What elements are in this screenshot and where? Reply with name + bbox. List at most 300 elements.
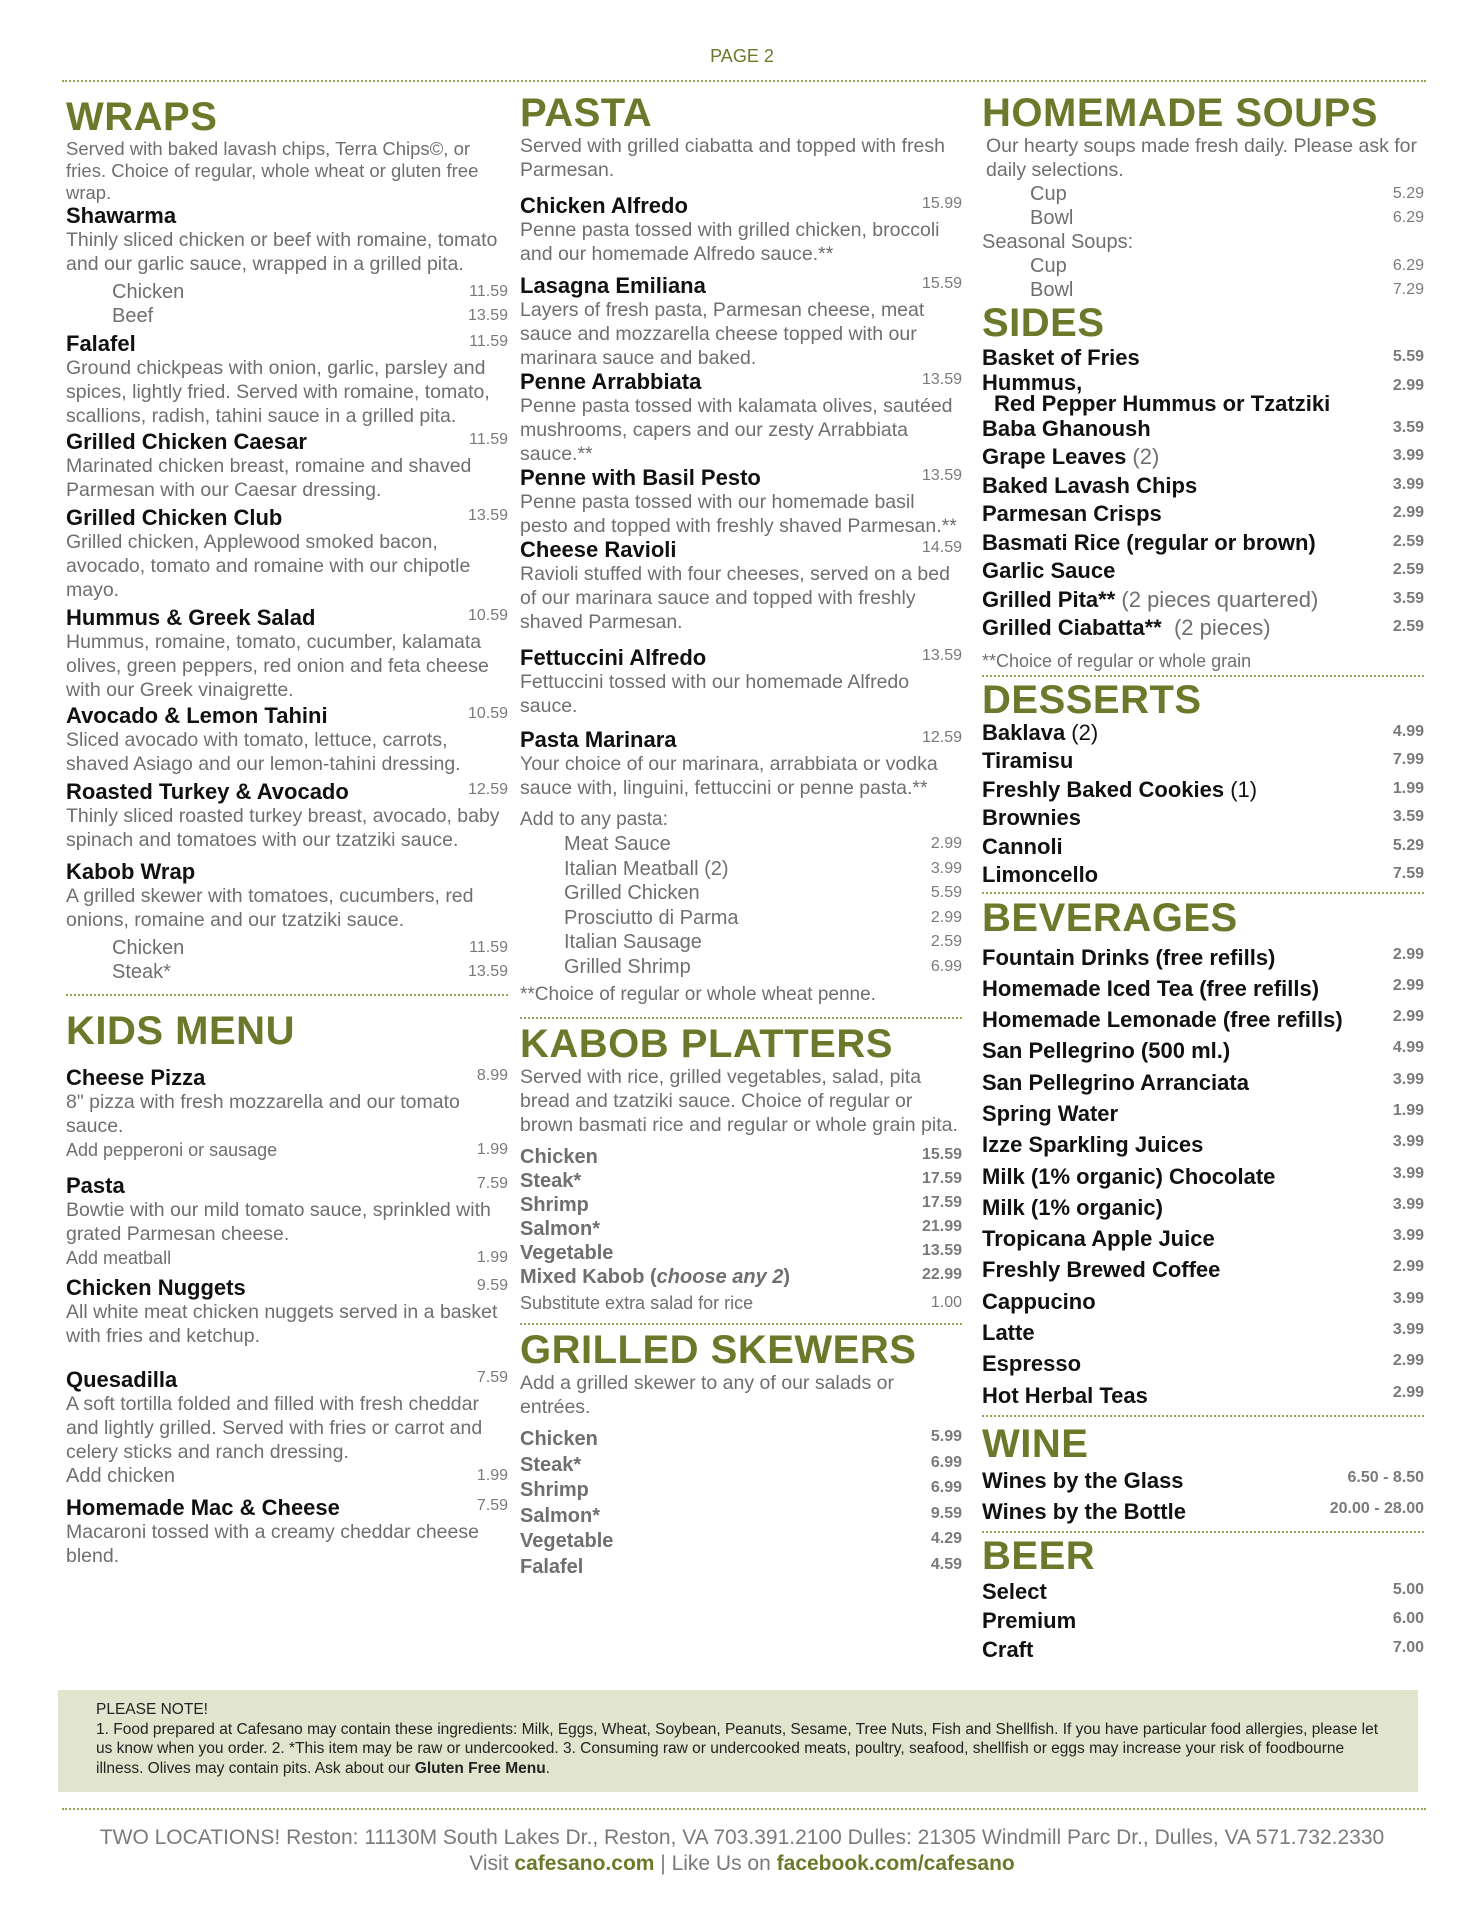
addon-row [520, 906, 962, 931]
skewer-row [520, 1555, 962, 1581]
beverage-row [982, 1098, 1424, 1129]
beverage-list [982, 942, 1424, 1411]
menu-item-kabob-wrap [66, 860, 508, 984]
option-name: Chicken [112, 281, 185, 303]
menu-item-falafel [66, 332, 508, 428]
option-price: 11.59 [469, 939, 508, 956]
item-price: 11.59 [469, 333, 508, 350]
addon-name: Add chicken [66, 1465, 175, 1487]
beverage-name: Latte [982, 1320, 1035, 1346]
dessert-row [982, 861, 1424, 890]
item-price: 10.59 [467, 607, 508, 624]
addon-row [520, 930, 962, 955]
soup-price: 5.29 [1392, 185, 1424, 202]
dessert-name: Tiramisu [982, 748, 1074, 773]
option-price: 13.59 [467, 307, 508, 324]
addon-row [520, 832, 962, 857]
beverage-name: Tropicana Apple Juice [982, 1226, 1215, 1252]
seasonal-soups-label: Seasonal Soups: [982, 231, 1134, 253]
item-desc: Thinly sliced roasted turkey breast, avocado, baby spinach and tomatoes with our tzatziki sauce. [66, 805, 500, 851]
item-name: Roasted Turkey & Avocado [66, 779, 349, 804]
kabob-row [520, 1241, 962, 1265]
menu-item-pasta [520, 646, 962, 718]
side-price: 3.99 [1392, 475, 1424, 493]
website-link[interactable]: cafesano.com [514, 1852, 655, 1875]
kabob-name: Steak* [520, 1170, 582, 1192]
side-qty: (2 pieces quartered) [1115, 586, 1319, 612]
side-name: Baked Lavash Chips [982, 472, 1198, 498]
item-price: 7.59 [476, 1175, 508, 1192]
side-qty: (2 pieces) [1161, 615, 1271, 640]
dessert-qty: (1) [1224, 776, 1258, 802]
item-name: Fettuccini Alfredo [520, 645, 707, 670]
pasta-desc: Served with grilled ciabatta and topped with fresh Parmesan. [520, 135, 945, 181]
menu-item-hummus-greek [66, 606, 508, 702]
menu-item-cheese-pizza [66, 1066, 508, 1162]
option-name: Beef [112, 305, 154, 327]
pasta-footnote: **Choice of regular or whole wheat penne. [520, 984, 876, 1005]
wraps-heading: WRAPS [66, 95, 218, 139]
side-price: 2.59 [1392, 561, 1424, 578]
skewers-desc: Add a grilled skewer to any of our salads or entrées. [520, 1372, 894, 1418]
item-desc: Macaroni tossed with a creamy cheddar cheese blend. [66, 1521, 479, 1567]
dessert-name: Limoncello [982, 862, 1099, 887]
beverage-row [982, 1192, 1424, 1223]
item-desc: Fettuccini tossed with our homemade Alfredo sauce. [520, 671, 910, 717]
option-row [66, 280, 508, 304]
item-desc: All white meat chicken nuggets served in a basket with fries and ketchup. [66, 1301, 498, 1347]
beverage-name: Espresso [982, 1351, 1082, 1377]
item-price: 15.59 [921, 275, 962, 292]
item-price: 13.59 [921, 647, 962, 664]
menu-item-pasta [520, 194, 962, 266]
beverage-row [982, 1067, 1424, 1098]
addon-row [520, 955, 962, 980]
option-price: 13.59 [467, 963, 508, 980]
dessert-name: Brownies [982, 805, 1082, 830]
menu-item-shawarma [66, 204, 508, 328]
side-price: 2.59 [1392, 532, 1424, 550]
side-price: 3.99 [1392, 447, 1424, 464]
item-name: Chicken Nuggets [66, 1275, 246, 1300]
section-divider [520, 1323, 962, 1325]
menu-item-pasta [520, 538, 962, 634]
side-price: 2.99 [1392, 504, 1424, 521]
side-price: 5.59 [1392, 348, 1424, 365]
beverage-price: 2.99 [1392, 1352, 1424, 1370]
beverage-price: 2.99 [1392, 1383, 1424, 1401]
beer-row [982, 1635, 1424, 1664]
beverage-name: San Pellegrino (500 ml.) [982, 1038, 1231, 1064]
kabob-desc: Served with rice, grilled vegetables, salad, pita bread and tzatziki sauce. Choice of regular or brown basmati rice and regular or whole grain pita. [520, 1066, 958, 1136]
section-divider [982, 892, 1424, 894]
sides-footnote: **Choice of regular or whole grain [982, 650, 1252, 671]
side-name: Grilled Ciabatta** [982, 615, 1162, 640]
item-price: 8.99 [476, 1067, 508, 1084]
dessert-row [982, 804, 1424, 833]
item-name: Shawarma [66, 203, 177, 228]
beer-price: 6.00 [1392, 1609, 1424, 1627]
option-row [66, 960, 508, 984]
item-price: 11.59 [469, 431, 508, 448]
item-name: Pasta [66, 1173, 125, 1198]
side-price: 3.59 [1392, 418, 1424, 436]
item-desc: A grilled skewer with tomatoes, cucumbers, red onions, romaine and our tzatziki sauce. [66, 885, 474, 931]
side-qty: (2) [1126, 444, 1160, 469]
top-divider [62, 80, 1426, 82]
kids-menu-heading: KIDS MENU [66, 1009, 295, 1053]
gluten-free-menu-label: Gluten Free Menu [414, 1759, 546, 1777]
item-price: 10.59 [467, 705, 508, 722]
beer-name: Craft [982, 1636, 1034, 1662]
option-name: Steak* [112, 961, 171, 983]
beverage-name: Hot Herbal Teas [982, 1382, 1148, 1408]
item-desc: Ground chickpeas with onion, garlic, parsley and spices, lightly fried. Served with romaine, tomato, scallions, radish, tahini sauce in a grilled pita. [66, 357, 490, 427]
dessert-price: 7.99 [1392, 751, 1424, 768]
soup-size: Cup [1030, 183, 1067, 205]
beverage-row [982, 973, 1424, 1004]
beer-name: Premium [982, 1607, 1077, 1633]
addon-price: 2.59 [930, 933, 962, 950]
dessert-price: 5.29 [1392, 836, 1424, 854]
beer-row [982, 1577, 1424, 1606]
addon-name: Italian Sausage [564, 931, 702, 953]
item-name: Cheese Pizza [66, 1065, 206, 1090]
dessert-name: Freshly Baked Cookies [982, 776, 1225, 802]
side-name: Basmati Rice (regular or brown) [982, 529, 1316, 555]
item-name: Chicken Alfredo [520, 193, 688, 218]
beverage-name: Homemade Lemonade (free refills) [982, 1007, 1343, 1033]
skewer-row [520, 1529, 962, 1555]
facebook-link[interactable]: facebook.com/cafesano [776, 1852, 1015, 1875]
beverage-row [982, 1004, 1424, 1035]
dessert-price: 3.59 [1392, 808, 1424, 825]
section-divider [982, 675, 1424, 677]
menu-item-mac-cheese [66, 1496, 508, 1568]
item-price: 7.59 [476, 1497, 508, 1514]
addon-price: 1.99 [476, 1467, 508, 1484]
beverage-name: Spring Water [982, 1100, 1119, 1126]
beverage-name: Milk (1% organic) Chocolate [982, 1163, 1276, 1189]
skewer-row [520, 1504, 962, 1530]
like-label: | Like Us on [654, 1852, 777, 1875]
item-price: 13.59 [921, 371, 962, 388]
allergy-notice [58, 1690, 1418, 1792]
addon-name: Add pepperoni or sausage [66, 1140, 278, 1160]
beer-price: 5.00 [1392, 1580, 1424, 1598]
side-row [982, 369, 1424, 395]
skewer-name: Chicken [520, 1428, 598, 1450]
desserts-heading: DESSERTS [982, 677, 1202, 722]
soup-size: Bowl [1030, 279, 1074, 301]
skewer-name: Falafel [520, 1555, 584, 1578]
beverage-price: 2.99 [1392, 976, 1424, 994]
beverage-row [982, 1348, 1424, 1379]
skewer-list [520, 1427, 962, 1580]
wine-row [982, 1465, 1424, 1496]
section-divider [982, 1531, 1424, 1533]
beverage-row [982, 1254, 1424, 1285]
side-price: 2.99 [1392, 376, 1424, 394]
side-row [982, 614, 1424, 643]
skewer-name: Shrimp [520, 1479, 589, 1501]
grilled-skewers-heading: GRILLED SKEWERS [520, 1328, 917, 1372]
soup-row [982, 278, 1424, 302]
addon-price: 3.99 [930, 859, 962, 877]
beverage-price: 3.99 [1392, 1289, 1424, 1307]
menu-item-turkey-avocado [66, 780, 508, 852]
item-name: Pasta Marinara [520, 727, 677, 752]
kabob-row-mixed [520, 1265, 962, 1289]
option-name: Chicken [112, 937, 185, 959]
kabob-name: Shrimp [520, 1194, 589, 1216]
kabob-price: 21.99 [921, 1218, 962, 1235]
beverage-price: 3.99 [1392, 1227, 1424, 1245]
wine-price: 20.00 - 28.00 [1329, 1499, 1424, 1517]
section-divider [66, 994, 508, 996]
item-price: 15.99 [921, 195, 962, 212]
page-label: PAGE 2 [710, 46, 774, 66]
item-price: 13.59 [921, 467, 962, 484]
wine-name: Wines by the Glass [982, 1467, 1184, 1493]
kabob-name: Vegetable [520, 1242, 614, 1264]
addon-name: Grilled Chicken [564, 882, 700, 904]
beverage-row [982, 1161, 1424, 1192]
bottom-divider [62, 1808, 1426, 1810]
item-name: Falafel [66, 331, 136, 356]
pasta-addons-title: Add to any pasta: [520, 809, 668, 830]
item-name: Grilled Chicken Club [66, 505, 283, 530]
item-name: Grilled Chicken Caesar [66, 429, 307, 454]
beverage-name: Fountain Drinks (free refills) [982, 944, 1276, 970]
addon-price: 2.99 [930, 908, 962, 926]
beverage-row [982, 1286, 1424, 1317]
homemade-soups-heading: HOMEMADE SOUPS [982, 91, 1378, 135]
item-price: 7.59 [476, 1369, 508, 1386]
side-row [982, 415, 1424, 444]
beverage-price: 2.99 [1392, 1008, 1424, 1026]
dessert-price: 4.99 [1392, 722, 1424, 740]
skewer-price: 6.99 [930, 1453, 962, 1471]
beverages-heading: BEVERAGES [982, 895, 1238, 940]
soup-price: 7.29 [1392, 281, 1424, 298]
notice-body [96, 1720, 1380, 1779]
item-desc: Ravioli stuffed with four cheeses, served on a bed of our marinara sauce and topped with freshly shaved Parmesan. [520, 563, 950, 633]
dessert-price: 1.99 [1392, 779, 1424, 797]
kabob-price: 17.59 [921, 1170, 962, 1187]
item-price: 12.59 [467, 781, 508, 798]
menu-item-chicken-nuggets [66, 1276, 508, 1348]
kabob-name-close: ) [783, 1266, 791, 1288]
menu-item-avocado-tahini [66, 704, 508, 776]
item-name: Quesadilla [66, 1367, 178, 1392]
kabob-substitute-row [520, 1291, 962, 1315]
addon-name: Italian Meatball (2) [564, 857, 729, 880]
section-divider [982, 1415, 1424, 1417]
column-right [982, 92, 1424, 1664]
addon-name: Grilled Shrimp [564, 955, 691, 978]
side-name: Parmesan Crisps [982, 501, 1162, 526]
addon-price: 1.99 [476, 1141, 508, 1158]
item-desc: Marinated chicken breast, romaine and shaved Parmesan with our Caesar dressing. [66, 455, 472, 501]
menu-item-pasta [520, 370, 962, 466]
side-row-continued [982, 390, 1424, 416]
side-name: Red Pepper Hummus or Tzatziki [994, 390, 1331, 416]
option-row [66, 936, 508, 960]
side-row [982, 443, 1424, 472]
beverage-row [982, 1129, 1424, 1160]
kabob-name-italic: choose any 2 [656, 1266, 784, 1288]
side-row [982, 472, 1424, 501]
beverage-name: Cappucino [982, 1288, 1096, 1314]
beverage-price: 3.99 [1392, 1070, 1424, 1088]
item-desc: Hummus, romaine, tomato, cucumber, kalamata olives, green peppers, red onion and feta cheese with our Greek vinaigrette. [66, 631, 489, 701]
beverage-row [982, 942, 1424, 973]
menu-item-chicken-caesar [66, 430, 508, 502]
item-desc: Penne pasta tossed with our homemade basil pesto and topped with freshly shaved Parmesan.** [520, 491, 957, 537]
addon-row [520, 857, 962, 882]
skewer-price: 4.29 [930, 1530, 962, 1547]
item-desc: Grilled chicken, Applewood smoked bacon, avocado, tomato and romaine with our chipotle mayo. [66, 531, 471, 601]
section-divider [520, 1017, 962, 1019]
substitute-price: 1.00 [930, 1294, 962, 1311]
kabob-name: Chicken [520, 1146, 598, 1168]
notice-end: . [545, 1759, 550, 1777]
side-row [982, 529, 1424, 558]
addon-row [66, 1246, 508, 1270]
wraps-desc: Served with baked lavash chips, Terra Chips©, or fries. Choice of regular, whole wheat or gluten free wrap. [66, 138, 479, 203]
wine-name: Wines by the Bottle [982, 1498, 1186, 1524]
side-name: Garlic Sauce [982, 558, 1116, 583]
skewer-price: 4.59 [930, 1555, 962, 1573]
kabob-row [520, 1217, 962, 1241]
kabob-list [520, 1145, 962, 1315]
item-name: Homemade Mac & Cheese [66, 1495, 340, 1520]
kabob-name: Salmon* [520, 1218, 601, 1240]
side-row [982, 557, 1424, 586]
kabob-price: 17.59 [921, 1194, 962, 1211]
item-name: Kabob Wrap [66, 859, 196, 884]
beverage-price: 3.99 [1392, 1321, 1424, 1339]
beverage-row [982, 1380, 1424, 1411]
addon-row [520, 881, 962, 906]
addon-name: Meat Sauce [564, 833, 671, 855]
item-name: Lasagna Emiliana [520, 273, 706, 298]
soups-desc: Our hearty soups made fresh daily. Please ask for daily selections. [986, 135, 1418, 181]
wine-row [982, 1496, 1424, 1527]
kabob-row [520, 1145, 962, 1169]
sides-heading: SIDES [982, 301, 1105, 345]
dessert-qty: (2) [1065, 719, 1099, 745]
item-price: 13.59 [467, 507, 508, 524]
item-price: 14.59 [921, 539, 962, 556]
beverage-price: 2.99 [1392, 1258, 1424, 1276]
addon-row [66, 1464, 508, 1488]
skewer-row [520, 1427, 962, 1453]
soup-size: Bowl [1030, 207, 1074, 229]
item-desc: 8" pizza with fresh mozzarella and our tomato sauce. [66, 1091, 460, 1137]
beverage-row [982, 1223, 1424, 1254]
dessert-row [982, 747, 1424, 776]
item-desc: Sliced avocado with tomato, lettuce, carrots, shaved Asiago and our lemon-tahini dressing. [66, 729, 461, 775]
item-desc: Layers of fresh pasta, Parmesan cheese, meat sauce and mozzarella cheese topped with our marinara sauce and baked. [520, 299, 925, 369]
notice-text: 1. Food prepared at Cafesano may contain these ingredients: Milk, Eggs, Wheat, Soybean, Peanuts, Sesame, Tree Nuts, Fish and Shellfish. If you have particular food allergies, please let us know when you order. 2. *This item may be raw or undercooked. 3. Consuming raw or undercooked meats, poultry, seafood, shellfish or eggs may increase your risk of foodbourne illness. Olives may contain pits. Ask about our [96, 1720, 1379, 1777]
soup-price: 6.29 [1392, 257, 1424, 274]
dessert-row [982, 833, 1424, 862]
item-desc: Your choice of our marinara, arrabbiata or vodka sauce with, linguini, fettuccini or penne pasta.** [520, 753, 938, 799]
wine-price: 6.50 - 8.50 [1347, 1468, 1424, 1486]
notice-title: PLEASE NOTE! [96, 1701, 208, 1718]
side-price: 3.59 [1392, 589, 1424, 607]
option-row [66, 304, 508, 328]
beverage-name: Milk (1% organic) [982, 1194, 1163, 1220]
menu-item-pasta [520, 466, 962, 538]
pasta-heading: PASTA [520, 91, 653, 135]
beverage-price: 3.99 [1392, 1164, 1424, 1182]
dessert-row [982, 719, 1424, 748]
item-name: Penne Arrabbiata [520, 369, 702, 394]
beverage-row [982, 1317, 1424, 1348]
beer-name: Select [982, 1578, 1047, 1604]
soup-row [982, 206, 1424, 230]
kabob-row [520, 1169, 962, 1193]
menu-item-quesadilla [66, 1368, 508, 1488]
item-desc: Penne pasta tossed with kalamata olives, sautéed mushrooms, capers and our zesty Arrabbiata sauce.** [520, 395, 953, 465]
side-name: Hummus, [982, 369, 1083, 395]
links-line [0, 1852, 1484, 1876]
column-middle [520, 92, 962, 1580]
skewer-row [520, 1453, 962, 1479]
item-desc: Thinly sliced chicken or beef with romaine, tomato and our garlic sauce, wrapped in a grilled pita. [66, 229, 498, 275]
addon-name: Prosciutto di Parma [564, 906, 739, 929]
side-name: Grape Leaves [982, 444, 1127, 469]
beverage-name: Izze Sparkling Juices [982, 1132, 1204, 1158]
side-row [982, 586, 1424, 615]
beer-row [982, 1606, 1424, 1635]
side-price: 2.59 [1392, 618, 1424, 635]
dessert-row [982, 776, 1424, 805]
kabob-row [520, 1193, 962, 1217]
dessert-name: Cannoli [982, 833, 1063, 859]
dessert-name: Baklava [982, 719, 1066, 745]
addon-price: 6.99 [930, 957, 962, 975]
beverage-name: San Pellegrino Arranciata [982, 1069, 1249, 1095]
addon-name: Add meatball [66, 1248, 172, 1268]
item-name: Penne with Basil Pesto [520, 465, 761, 490]
item-price: 9.59 [476, 1277, 508, 1294]
column-left [66, 92, 508, 1568]
kabob-price: 13.59 [921, 1242, 962, 1259]
addon-price: 1.99 [476, 1249, 508, 1266]
beer-price: 7.00 [1392, 1638, 1424, 1656]
skewer-name: Salmon* [520, 1504, 601, 1527]
soup-row [982, 254, 1424, 278]
item-name: Cheese Ravioli [520, 537, 677, 562]
side-name: Grilled Pita** [982, 586, 1116, 612]
dessert-price: 7.59 [1392, 865, 1424, 882]
addon-price: 2.99 [930, 835, 962, 852]
menu-item-chicken-club [66, 506, 508, 602]
beverage-name: Homemade Iced Tea (free refills) [982, 975, 1320, 1001]
item-desc: Penne pasta tossed with grilled chicken, broccoli and our homemade Alfredo sauce.** [520, 219, 940, 265]
menu-item-kids-pasta [66, 1174, 508, 1270]
skewer-row [520, 1478, 962, 1504]
soup-price: 6.29 [1392, 209, 1424, 226]
soup-row [982, 182, 1424, 206]
beverage-price: 4.99 [1392, 1039, 1424, 1057]
skewer-name: Steak* [520, 1453, 582, 1476]
beverage-price: 3.99 [1392, 1133, 1424, 1151]
